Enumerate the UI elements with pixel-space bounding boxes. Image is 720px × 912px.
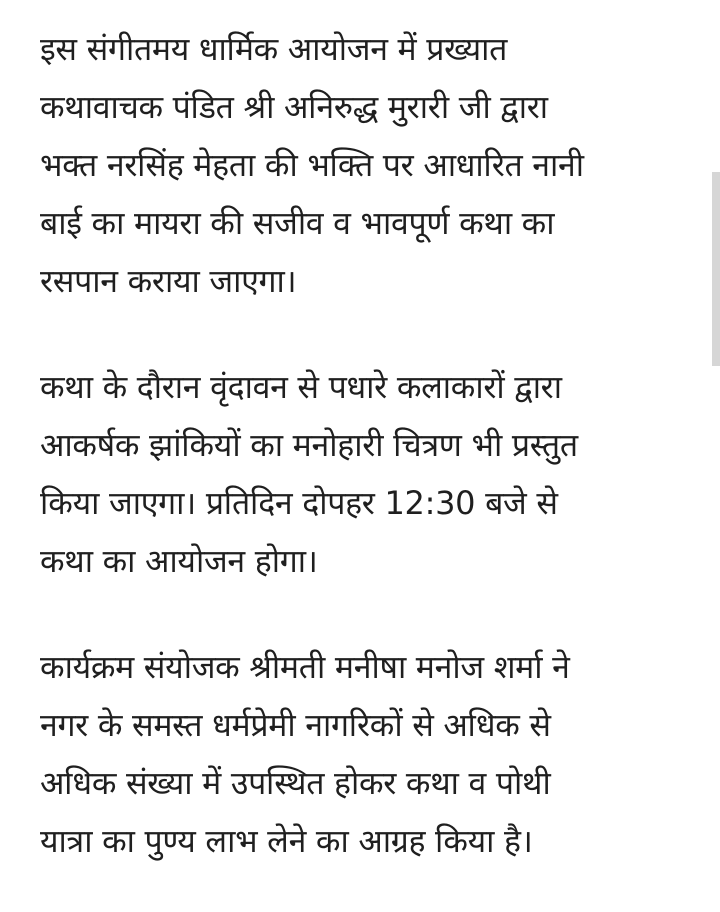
paragraph-tableaux-schedule: कथा के दौरान वृंदावन से पधारे कलाकारों द्वारा आकर्षक झांकियों का मनोहारी चित्रण भी प्रस्तुत किया जाएगा। प्रतिदिन दोपहर 12:30 बजे से कथा का आयोजन होगा। <box>40 368 578 580</box>
paragraph-organizer-appeal: कार्यक्रम संयोजक श्रीमती मनीषा मनोज शर्मा ने नगर के समस्त धर्मप्रेमी नागरिकों से अधिक से अधिक संख्या में उपस्थित होकर कथा व पोथी यात्रा का पुण्य लाभ लेने का आग्रह किया है। <box>40 648 570 860</box>
paragraph-event-announcement: इस संगीतमय धार्मिक आयोजन में प्रख्यात कथावाचक पंडित श्री अनिरुद्ध मुरारी जी द्वारा भक्त नरसिंह मेहता की भक्ति पर आधारित नानी बाई का मायरा की सजीव व भावपूर्ण कथा का रसपान कराया जाएगा। <box>40 30 584 300</box>
vertical-scrollbar[interactable] <box>712 172 720 366</box>
article-body <box>40 20 690 870</box>
